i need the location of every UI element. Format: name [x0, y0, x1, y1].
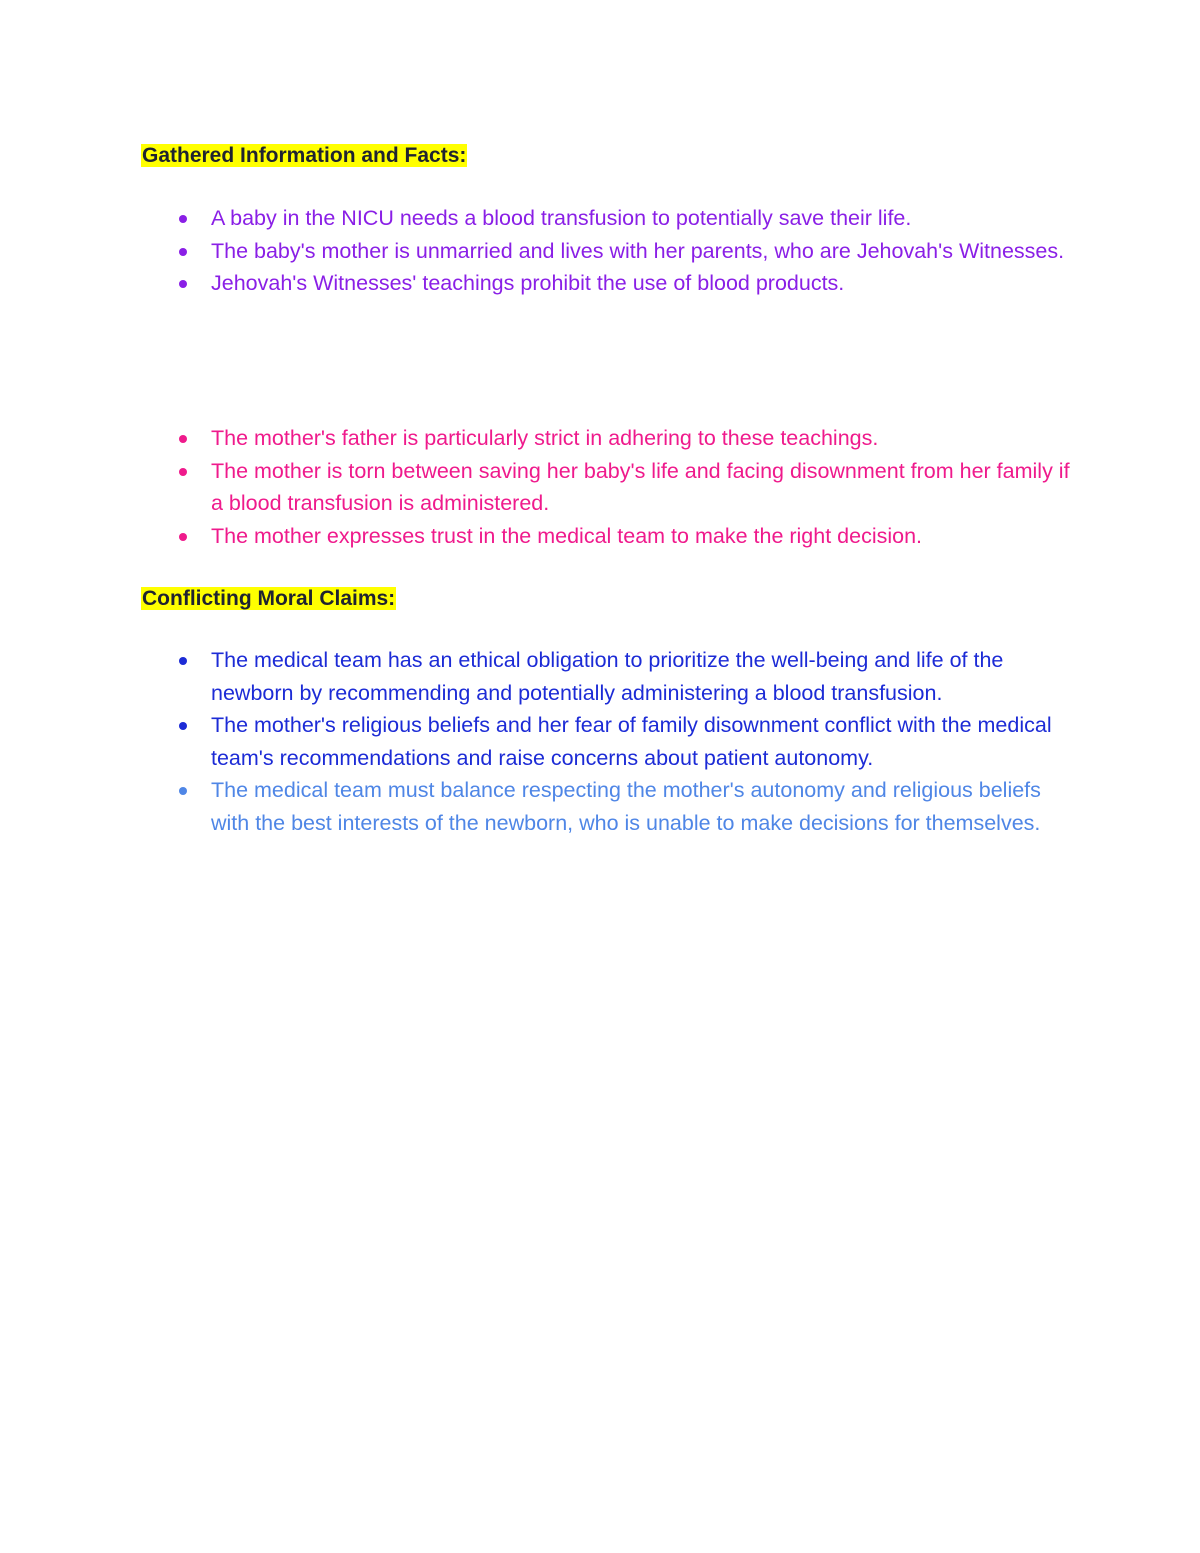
list-item-text: Jehovah's Witnesses' teachings prohibit the use of blood products. — [211, 271, 845, 296]
list-item — [0, 202, 1071, 235]
bullet-icon — [179, 722, 187, 730]
heading-highlight: Conflicting Moral Claims: — [142, 587, 396, 610]
list-item — [0, 235, 1071, 268]
section-heading-conflicting-moral-claims — [141, 585, 396, 613]
bullet-icon — [179, 657, 187, 665]
list-item — [0, 267, 1071, 300]
list-item — [0, 644, 1071, 709]
list-item-text: A baby in the NICU needs a blood transfusion to potentially save their life. — [211, 206, 912, 230]
list-item — [0, 455, 1071, 520]
bullet-icon — [179, 280, 187, 288]
list-item — [0, 520, 1071, 553]
list-item-text: The medical team must balance respecting the mother's autonomy and religious beliefs with the best interests of the newborn, who is unable to make decisions for themselves. — [211, 778, 1041, 835]
section-heading-gathered-information — [141, 142, 467, 170]
list-item — [0, 774, 1071, 839]
facts-list-pink — [0, 422, 1071, 552]
list-item-text: The mother expresses trust in the medical team to make the right decision. — [211, 523, 923, 548]
claims-list-blue — [0, 644, 1071, 840]
heading-highlight: Gathered Information and Facts: — [142, 144, 467, 167]
bullet-icon — [179, 468, 187, 476]
list-item-text: The mother's religious beliefs and her fear of family disownment conflict with the medical team's recommendations and raise concerns about patient autonomy. — [211, 713, 1052, 770]
list-item-text: The baby's mother is unmarried and lives with her parents, who are Jehovah's Witnesses. — [211, 238, 1065, 263]
list-item — [0, 709, 1071, 774]
facts-list-purple — [0, 202, 1071, 300]
bullet-icon — [179, 248, 187, 256]
bullet-icon — [179, 435, 187, 443]
list-item-text: The medical team has an ethical obligation to prioritize the well-being and life of the newborn by recommending and potentially administering a blood transfusion. — [211, 648, 1004, 705]
bullet-icon — [179, 215, 187, 223]
list-item-text: The mother's father is particularly strict in adhering to these teachings. — [211, 426, 879, 450]
bullet-icon — [179, 787, 187, 795]
list-item-text: The mother is torn between saving her baby's life and facing disownment from her family if a blood transfusion is administered. — [211, 458, 1070, 516]
bullet-icon — [179, 533, 187, 541]
list-item — [0, 422, 1071, 455]
